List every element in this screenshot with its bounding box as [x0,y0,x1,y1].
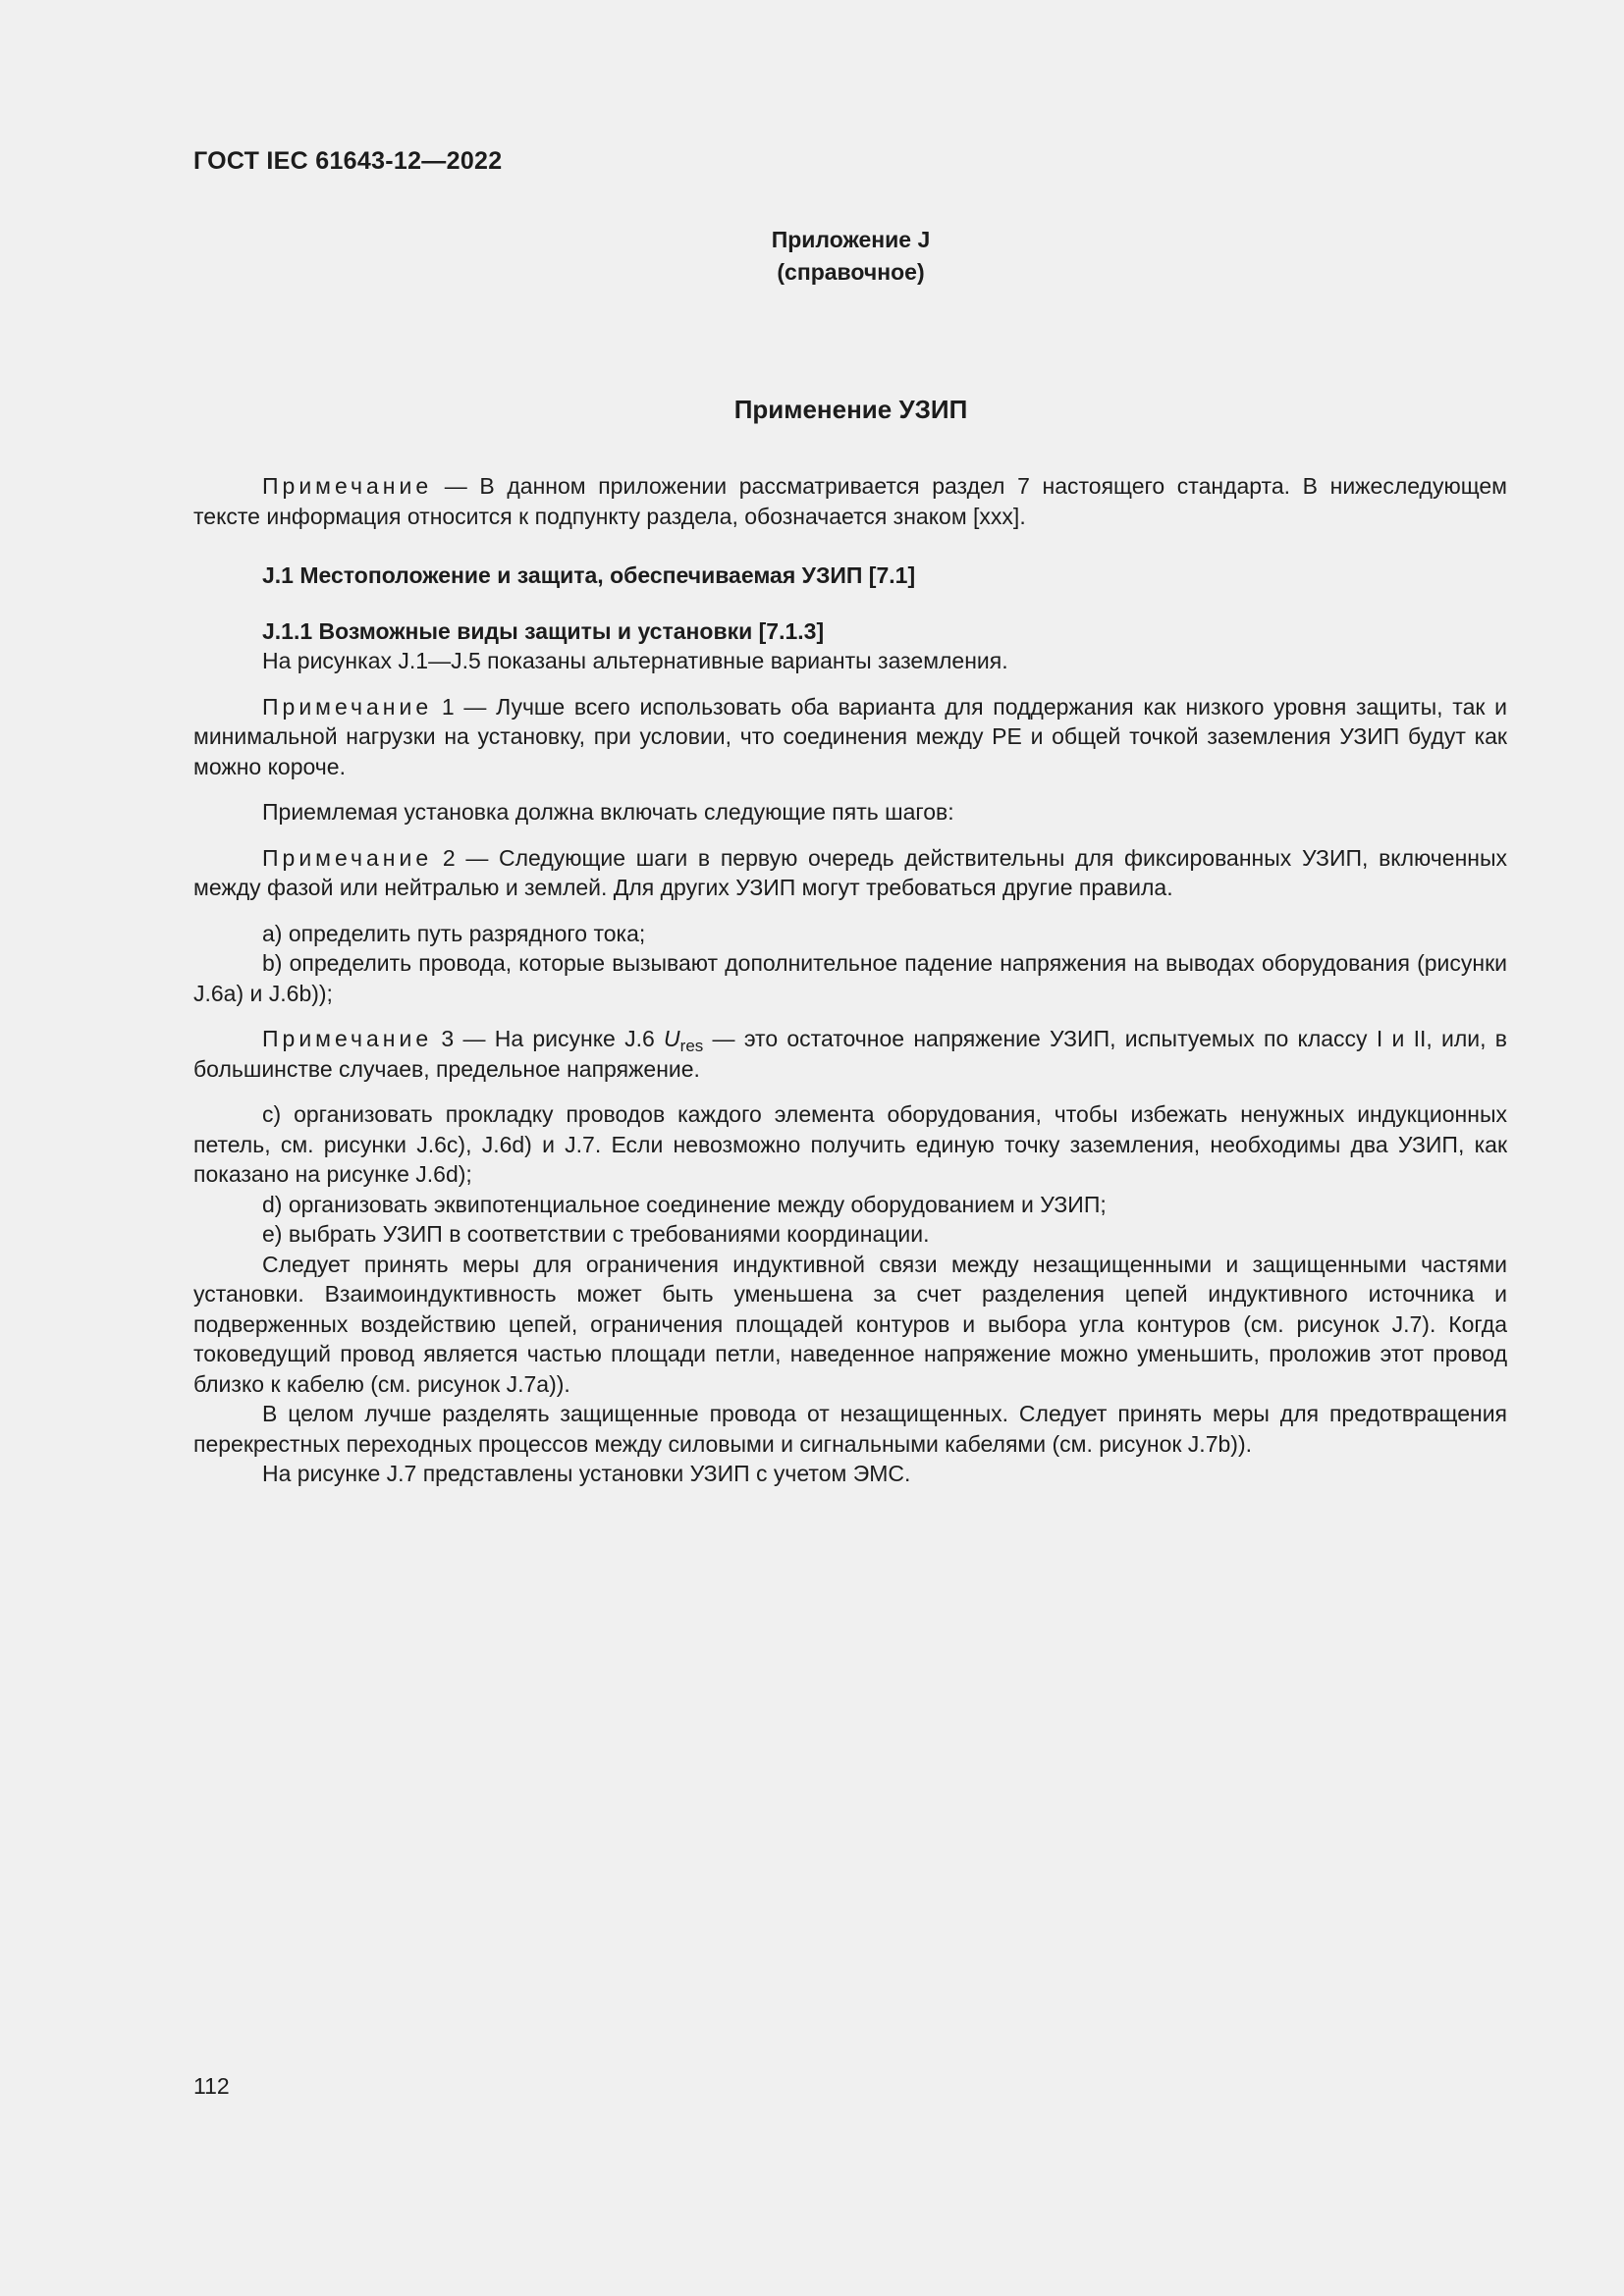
paragraph-steps: Приемлемая установка должна включать следующие пять шагов: [262,799,954,825]
list-item-e: e) выбрать УЗИП в соответствии с требованиями координации. [262,1221,930,1247]
section-heading-j1-1: J.1.1 Возможные виды защиты и установки [7.1.3] [262,617,825,644]
note-2 [193,843,1507,903]
note-label: Примечание [262,1026,433,1051]
note-1 [193,692,1507,782]
appendix-heading [0,224,1624,289]
list-item-a: a) определить путь разрядного тока; [262,920,646,946]
paragraph-variants: На рисунках J.1—J.5 показаны альтернативные варианты заземления. [262,648,1008,673]
list-item-b: b) определить провода, которые вызывают дополнительное падение напряжения на выводах оборудования (рисунки J.6a) и J.6b)); [193,950,1507,1006]
appendix-title: Приложение J [771,227,931,252]
document-body [193,471,1507,1489]
list-item-c: c) организовать прокладку проводов каждого элемента оборудования, чтобы избежать ненужных индукционных петель, см. рисунки J.6c), J.6d) и J.7. Если невозможно получить единую точку заземления, необходимы два УЗИП, как показано на рисунке J.6d); [193,1101,1507,1187]
note-text: 2 — Следующие шаги в первую очередь действительны для фиксированных УЗИП, включенных между фазой или нейтралью и землей. Для других УЗИП могут требоваться другие правила. [193,844,1507,900]
section-heading-j1: J.1 Местоположение и защита, обеспечиваемая УЗИП [7.1] [262,562,916,588]
page-title: Применение УЗИП [733,395,968,424]
paragraph-figure: На рисунке J.7 представлены установки УЗИП с учетом ЭМС. [262,1461,911,1486]
note-intro [193,471,1507,531]
variable-subscript: res [679,1037,704,1055]
note-label: Примечание [262,693,433,720]
list-item-d: d) организовать эквипотенциальное соединение между оборудованием и УЗИП; [262,1191,1107,1217]
page-number: 112 [193,2073,230,2099]
note-label: Примечание [262,844,433,871]
note-text: — В данном приложении рассматривается раздел 7 настоящего стандарта. В нижеследующем тексте информация относится к подпункту раздела, обозначается знаком [xxx]. [193,473,1507,529]
note-label: Примечание [262,473,433,499]
note-text-end: — это остаточное напряжение УЗИП, испытуемых по классу I и II, или, в большинстве случаев, предельное напряжение. [193,1026,1508,1082]
standard-designation: ГОСТ IEC 61643-12—2022 [193,147,503,175]
note-3 [193,1024,1507,1084]
paragraph-measures: Следует принять меры для ограничения индуктивной связи между незащищенными и защищенными частями установки. Взаимоиндуктивность может быть уменьшена за счет разделения цепей индуктивного источника и подверженных воздействию цепей, ограничения площадей контуров и выбора угла контуров (см. рисунок J.7). Когда токоведущий провод является частью площади петли, наведенное напряжение можно уменьшить, проложив этот провод близко к кабелю (см. рисунок J.7a)). [193,1251,1507,1397]
note-text: 1 — Лучше всего использовать оба варианта для поддержания как низкого уровня защиты, так и минимальной нагрузки на установку, при условии, что соединения между PE и общей точкой заземления УЗИП будут как можно короче. [193,693,1507,779]
note-text-start: 3 — На рисунке J.6 [432,1026,665,1051]
variable-u: U [664,1026,680,1051]
paragraph-separate: В целом лучше разделять защищенные провода от незащищенных. Следует принять меры для предотвращения перекрестных переходных процессов между силовыми и сигнальными кабелями (см. рисунок J.7b)). [193,1401,1507,1457]
appendix-status: (справочное) [777,259,925,285]
